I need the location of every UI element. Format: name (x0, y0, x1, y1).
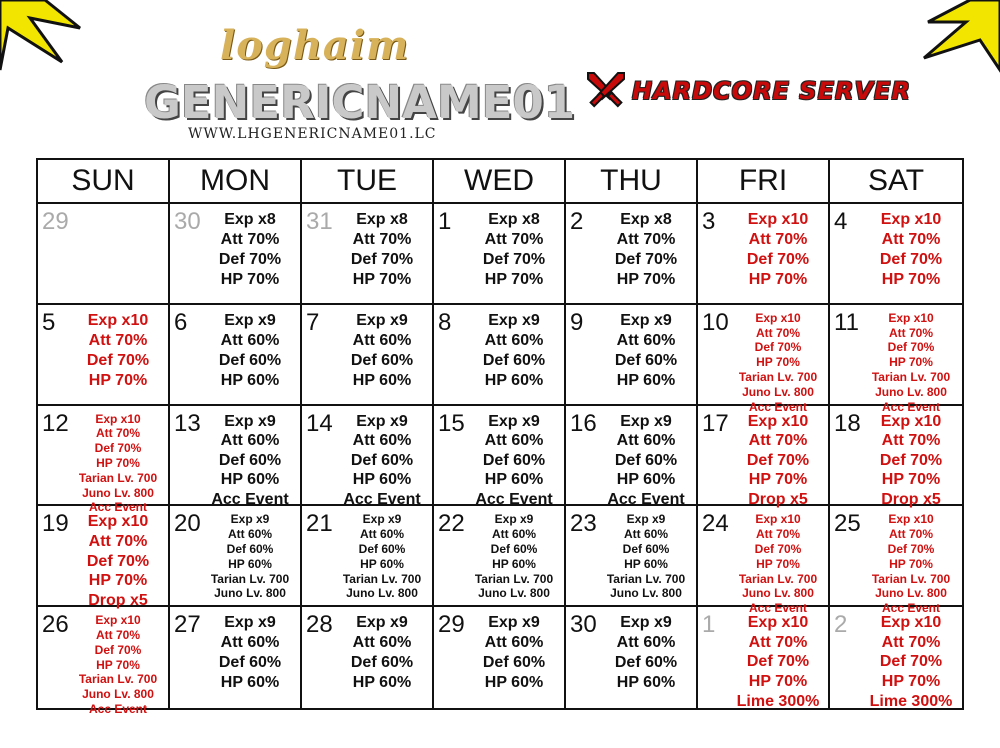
day-header-mon: MON (170, 160, 302, 204)
day-number: 5 (42, 308, 56, 336)
event-list (334, 412, 430, 510)
event-line: HP 60% (484, 371, 544, 389)
day-number: 8 (438, 308, 452, 336)
event-line: HP 60% (616, 371, 676, 389)
event-line: Def 60% (358, 541, 406, 556)
event-line: Att 70% (95, 627, 140, 642)
event-line: Exp x9 (224, 614, 276, 632)
event-line: Def 70% (482, 251, 546, 268)
event-line: Juno Lv. 800 (742, 384, 814, 399)
day-header-sat: SAT (830, 160, 962, 204)
event-list (598, 412, 694, 510)
event-line: Att 70% (88, 532, 148, 550)
day-number: 7 (306, 308, 320, 336)
event-line: Def 60% (622, 541, 670, 556)
event-line: HP 60% (352, 471, 412, 489)
event-line: Def 70% (94, 441, 142, 456)
day-number: 26 (42, 611, 69, 639)
event-line: Exp x9 (230, 512, 270, 527)
event-line: Def 70% (94, 642, 142, 657)
event-list (466, 210, 562, 290)
event-line: HP 60% (352, 674, 412, 692)
event-line: Exp x10 (880, 412, 942, 430)
calendar-cell (170, 506, 302, 607)
day-number: 29 (438, 611, 465, 639)
event-line: HP 70% (748, 471, 808, 489)
event-line: Tarian Lv. 700 (738, 369, 818, 384)
event-line: HP 60% (352, 371, 412, 389)
event-list (202, 311, 298, 391)
event-line: Exp x8 (488, 211, 540, 228)
event-list (202, 412, 298, 510)
event-line: HP 60% (484, 674, 544, 692)
event-line: Drop x5 (881, 490, 941, 508)
event-line: HP 70% (881, 672, 941, 690)
event-line: Def 70% (86, 552, 150, 570)
event-line: Exp x9 (224, 412, 276, 430)
event-line: Juno Lv. 800 (346, 586, 418, 601)
calendar-cell (566, 506, 698, 607)
day-number: 20 (174, 510, 201, 538)
event-line: Att 70% (748, 432, 808, 450)
event-line: Juno Lv. 800 (610, 586, 682, 601)
day-number: 27 (174, 611, 201, 639)
event-line: Def 70% (86, 351, 150, 369)
day-number: 19 (42, 510, 69, 538)
event-line: Att 60% (359, 527, 404, 542)
logo-url: WWW.LHGENERICNAME01.LC (188, 126, 437, 142)
event-list (70, 412, 166, 516)
event-line: Juno Lv. 800 (214, 586, 286, 601)
day-number: 1 (438, 208, 452, 235)
event-list (466, 412, 562, 510)
event-line: Juno Lv. 800 (875, 586, 947, 601)
event-line: Exp x9 (356, 614, 408, 632)
calendar-cell (38, 607, 170, 716)
event-line: Att 70% (748, 633, 808, 651)
day-number: 30 (570, 611, 597, 639)
event-line: Exp x9 (620, 311, 672, 329)
event-line: Att 70% (220, 231, 280, 248)
event-line: Acc Event (881, 399, 941, 414)
event-list (202, 613, 298, 693)
event-line: Att 70% (484, 231, 544, 248)
event-line: Att 60% (220, 331, 280, 349)
calendar-cell (302, 305, 434, 406)
day-number: 28 (306, 611, 333, 639)
calendar-cell (170, 305, 302, 406)
event-line: Exp x10 (95, 411, 141, 426)
event-line: Def 70% (614, 251, 678, 268)
event-line: Acc Event (881, 601, 941, 616)
event-line: Att 70% (881, 633, 941, 651)
event-list (598, 512, 694, 601)
event-line: HP 60% (624, 556, 668, 571)
calendar-cell (830, 204, 962, 305)
day-number: 9 (570, 308, 584, 336)
calendar-cell (302, 506, 434, 607)
event-list (730, 210, 826, 290)
event-line: Att 60% (616, 432, 676, 450)
day-number: 2 (570, 208, 584, 235)
event-line: Att 70% (755, 527, 800, 542)
logo-main-text: GENERICNAME01 (144, 76, 576, 129)
event-line: Def 60% (614, 654, 678, 672)
event-line: HP 70% (881, 471, 941, 489)
event-line: Exp x10 (755, 310, 801, 325)
calendar-cell (830, 406, 962, 507)
event-line: Def 60% (218, 351, 282, 369)
event-line: Def 60% (350, 451, 414, 469)
event-list (598, 613, 694, 693)
event-line: Tarian Lv. 700 (342, 571, 422, 586)
calendar-cell (434, 406, 566, 507)
event-line: Exp x9 (488, 412, 540, 430)
event-line: Att 70% (95, 426, 140, 441)
event-list (466, 613, 562, 693)
event-line: HP 70% (616, 271, 676, 288)
event-line: Att 70% (748, 231, 808, 248)
day-number: 22 (438, 510, 465, 538)
calendar-cell (434, 607, 566, 708)
day-header-thu: THU (566, 160, 698, 204)
day-number: 31 (306, 208, 333, 235)
event-list (862, 613, 960, 711)
event-line: Acc Event (748, 601, 808, 616)
event-line: Lime 300% (736, 692, 820, 710)
event-line: Tarian Lv. 700 (871, 369, 951, 384)
event-line: Exp x9 (362, 512, 402, 527)
event-line: Att 60% (491, 527, 536, 542)
day-number: 6 (174, 308, 188, 336)
event-line: Exp x10 (755, 512, 801, 527)
event-line: Att 60% (484, 331, 544, 349)
day-number: 3 (702, 208, 716, 235)
event-line: HP 60% (220, 471, 280, 489)
day-number: 21 (306, 510, 333, 538)
calendar-cell (566, 406, 698, 507)
event-line: Def 60% (226, 541, 274, 556)
event-line: HP 60% (360, 556, 404, 571)
calendar-cell (830, 305, 962, 414)
event-line: Att 70% (616, 231, 676, 248)
event-line: HP 70% (96, 455, 140, 470)
calendar-cell (434, 305, 566, 406)
event-line: Drop x5 (748, 490, 808, 508)
calendar-cell (698, 204, 830, 305)
event-line: Def 60% (614, 451, 678, 469)
event-line: Def 70% (887, 340, 935, 355)
day-header-wed: WED (434, 160, 566, 204)
event-line: HP 70% (220, 271, 280, 288)
calendar-cell (302, 406, 434, 507)
event-line: Exp x9 (224, 311, 276, 329)
event-list (334, 210, 430, 290)
event-line: Def 70% (887, 541, 935, 556)
event-list (70, 512, 166, 610)
event-line: Def 60% (482, 451, 546, 469)
event-line: HP 60% (616, 471, 676, 489)
event-line: Def 60% (614, 351, 678, 369)
event-line: HP 70% (88, 572, 148, 590)
event-line: HP 70% (756, 556, 800, 571)
day-header-fri: FRI (698, 160, 830, 204)
calendar-cell (434, 506, 566, 607)
event-line: Att 60% (623, 527, 668, 542)
calendar-cell (434, 204, 566, 305)
event-line: Exp x9 (356, 311, 408, 329)
day-number: 2 (834, 611, 848, 639)
day-number: 16 (570, 409, 597, 437)
event-list (730, 311, 826, 415)
event-calendar (36, 158, 964, 716)
event-line: Juno Lv. 800 (82, 687, 154, 702)
event-line: Tarian Lv. 700 (474, 571, 554, 586)
event-list (334, 311, 430, 391)
event-line: HP 70% (881, 271, 941, 288)
day-number: 10 (702, 308, 729, 336)
logo-script-text: loghaim (220, 22, 410, 69)
event-line: Def 70% (746, 653, 810, 671)
event-line: HP 70% (484, 271, 544, 288)
event-list (466, 512, 562, 601)
event-line: HP 60% (220, 674, 280, 692)
event-line: Att 60% (616, 634, 676, 652)
event-line: Att 60% (227, 527, 272, 542)
event-list (202, 512, 298, 601)
event-line: Exp x10 (95, 613, 141, 628)
day-number: 30 (174, 208, 201, 235)
event-line: Acc Event (211, 490, 289, 508)
event-line: Exp x8 (620, 211, 672, 228)
event-line: Acc Event (88, 500, 148, 515)
event-line: Exp x9 (620, 614, 672, 632)
event-line: HP 70% (352, 271, 412, 288)
event-line: Exp x9 (620, 412, 672, 430)
event-list (70, 613, 166, 717)
event-line: Lime 300% (869, 692, 953, 710)
event-line: HP 70% (756, 355, 800, 370)
day-number: 24 (702, 510, 729, 538)
day-number: 15 (438, 409, 465, 437)
event-line: Att 70% (352, 231, 412, 248)
event-line: Tarian Lv. 700 (210, 571, 290, 586)
event-line: HP 60% (484, 471, 544, 489)
event-line: Def 70% (754, 541, 802, 556)
event-line: Att 60% (220, 432, 280, 450)
event-line: Def 60% (490, 541, 538, 556)
event-line: Exp x10 (880, 614, 942, 632)
event-list (862, 512, 960, 616)
event-list (862, 210, 960, 290)
event-line: Def 60% (350, 351, 414, 369)
event-list (466, 311, 562, 391)
event-line: Exp x9 (488, 311, 540, 329)
event-list (730, 412, 826, 510)
server-label: HARDCORE SERVER (632, 77, 911, 105)
event-line: Att 60% (220, 634, 280, 652)
calendar-cell (170, 607, 302, 708)
event-line: Exp x10 (87, 311, 149, 329)
event-list (598, 311, 694, 391)
event-line: Def 60% (350, 654, 414, 672)
calendar-cell (698, 406, 830, 507)
event-line: Def 70% (754, 340, 802, 355)
event-list (334, 512, 430, 601)
event-line: Def 70% (746, 251, 810, 268)
event-line: Juno Lv. 800 (82, 485, 154, 500)
event-line: Att 60% (484, 432, 544, 450)
crossed-swords-icon (584, 69, 628, 113)
event-line: Juno Lv. 800 (875, 384, 947, 399)
star-icon-top-left (0, 0, 90, 70)
calendar-cell (170, 406, 302, 507)
event-line: Exp x9 (626, 512, 666, 527)
event-line: Att 60% (616, 331, 676, 349)
event-line: Exp x10 (747, 211, 809, 228)
event-line: Acc Event (343, 490, 421, 508)
calendar-cell (698, 506, 830, 616)
event-list (862, 311, 960, 415)
day-number: 4 (834, 208, 848, 235)
event-line: Def 70% (879, 251, 943, 268)
calendar-cell (38, 506, 170, 607)
calendar-cell (566, 305, 698, 406)
event-line: Att 70% (881, 231, 941, 248)
calendar-cell (38, 305, 170, 406)
day-number: 23 (570, 510, 597, 538)
calendar-cell (566, 607, 698, 708)
event-line: HP 60% (220, 371, 280, 389)
day-number: 12 (42, 409, 69, 437)
event-list (70, 311, 166, 391)
event-line: Drop x5 (88, 591, 148, 609)
event-list (730, 613, 826, 711)
event-list (862, 412, 960, 510)
event-line: Exp x9 (356, 412, 408, 430)
event-list (202, 210, 298, 290)
event-line: Exp x8 (224, 211, 276, 228)
event-line: Def 70% (746, 451, 810, 469)
event-line: Exp x10 (87, 513, 149, 531)
event-line: Def 70% (350, 251, 414, 268)
event-line: Def 60% (218, 451, 282, 469)
event-line: Acc Event (88, 701, 148, 716)
event-line: Tarian Lv. 700 (78, 470, 158, 485)
event-line: Exp x10 (747, 614, 809, 632)
event-line: Exp x10 (880, 211, 942, 228)
event-line: Tarian Lv. 700 (738, 571, 818, 586)
event-line: HP 70% (889, 355, 933, 370)
event-line: Att 70% (88, 331, 148, 349)
event-line: Exp x10 (888, 310, 934, 325)
event-line: Exp x10 (747, 412, 809, 430)
calendar-cell (38, 204, 170, 305)
event-line: HP 60% (228, 556, 272, 571)
day-header-sun: SUN (38, 160, 170, 204)
event-line: Att 70% (888, 325, 933, 340)
event-line: Juno Lv. 800 (478, 586, 550, 601)
calendar-cell (170, 204, 302, 305)
event-line: HP 70% (748, 672, 808, 690)
event-line: Att 70% (881, 432, 941, 450)
event-line: Tarian Lv. 700 (78, 672, 158, 687)
day-number: 18 (834, 409, 861, 437)
calendar-cell (566, 204, 698, 305)
event-line: HP 70% (889, 556, 933, 571)
event-line: Def 70% (879, 451, 943, 469)
day-number: 17 (702, 409, 729, 437)
event-line: Def 70% (879, 653, 943, 671)
event-line: Def 60% (482, 351, 546, 369)
event-line: Def 70% (218, 251, 282, 268)
event-line: Def 60% (218, 654, 282, 672)
event-line: Att 70% (755, 325, 800, 340)
day-number: 11 (834, 308, 859, 336)
event-line: HP 70% (96, 657, 140, 672)
event-line: Att 60% (352, 432, 412, 450)
calendar-cell (38, 406, 170, 515)
day-header-tue: TUE (302, 160, 434, 204)
server-badge (584, 66, 911, 116)
event-line: Tarian Lv. 700 (606, 571, 686, 586)
calendar-cell (698, 305, 830, 414)
event-line: Exp x9 (488, 614, 540, 632)
calendar-cell (698, 607, 830, 708)
event-line: Exp x10 (888, 512, 934, 527)
day-number: 13 (174, 409, 201, 437)
event-line: HP 70% (88, 371, 148, 389)
event-line: Tarian Lv. 700 (871, 571, 951, 586)
event-line: Att 60% (484, 634, 544, 652)
event-list (598, 210, 694, 290)
logo (140, 20, 576, 145)
day-number: 1 (702, 611, 716, 639)
event-line: Def 60% (482, 654, 546, 672)
day-number: 25 (834, 510, 861, 538)
event-list (730, 512, 826, 616)
event-line: Acc Event (607, 490, 685, 508)
event-line: Att 70% (888, 527, 933, 542)
event-line: Acc Event (475, 490, 553, 508)
event-list (334, 613, 430, 693)
calendar-cell (830, 506, 962, 616)
star-icon-top-right (920, 0, 1000, 70)
day-number: 29 (42, 208, 69, 235)
event-line: HP 60% (616, 674, 676, 692)
event-line: Att 60% (352, 331, 412, 349)
calendar-cell (302, 607, 434, 708)
calendar-cell (302, 204, 434, 305)
day-number: 14 (306, 409, 333, 437)
event-line: Exp x8 (356, 211, 408, 228)
calendar-cell (830, 607, 962, 708)
event-line: Juno Lv. 800 (742, 586, 814, 601)
event-line: Att 60% (352, 634, 412, 652)
event-line: Acc Event (748, 399, 808, 414)
event-line: HP 60% (492, 556, 536, 571)
event-line: HP 70% (748, 271, 808, 288)
event-line: Exp x9 (494, 512, 534, 527)
